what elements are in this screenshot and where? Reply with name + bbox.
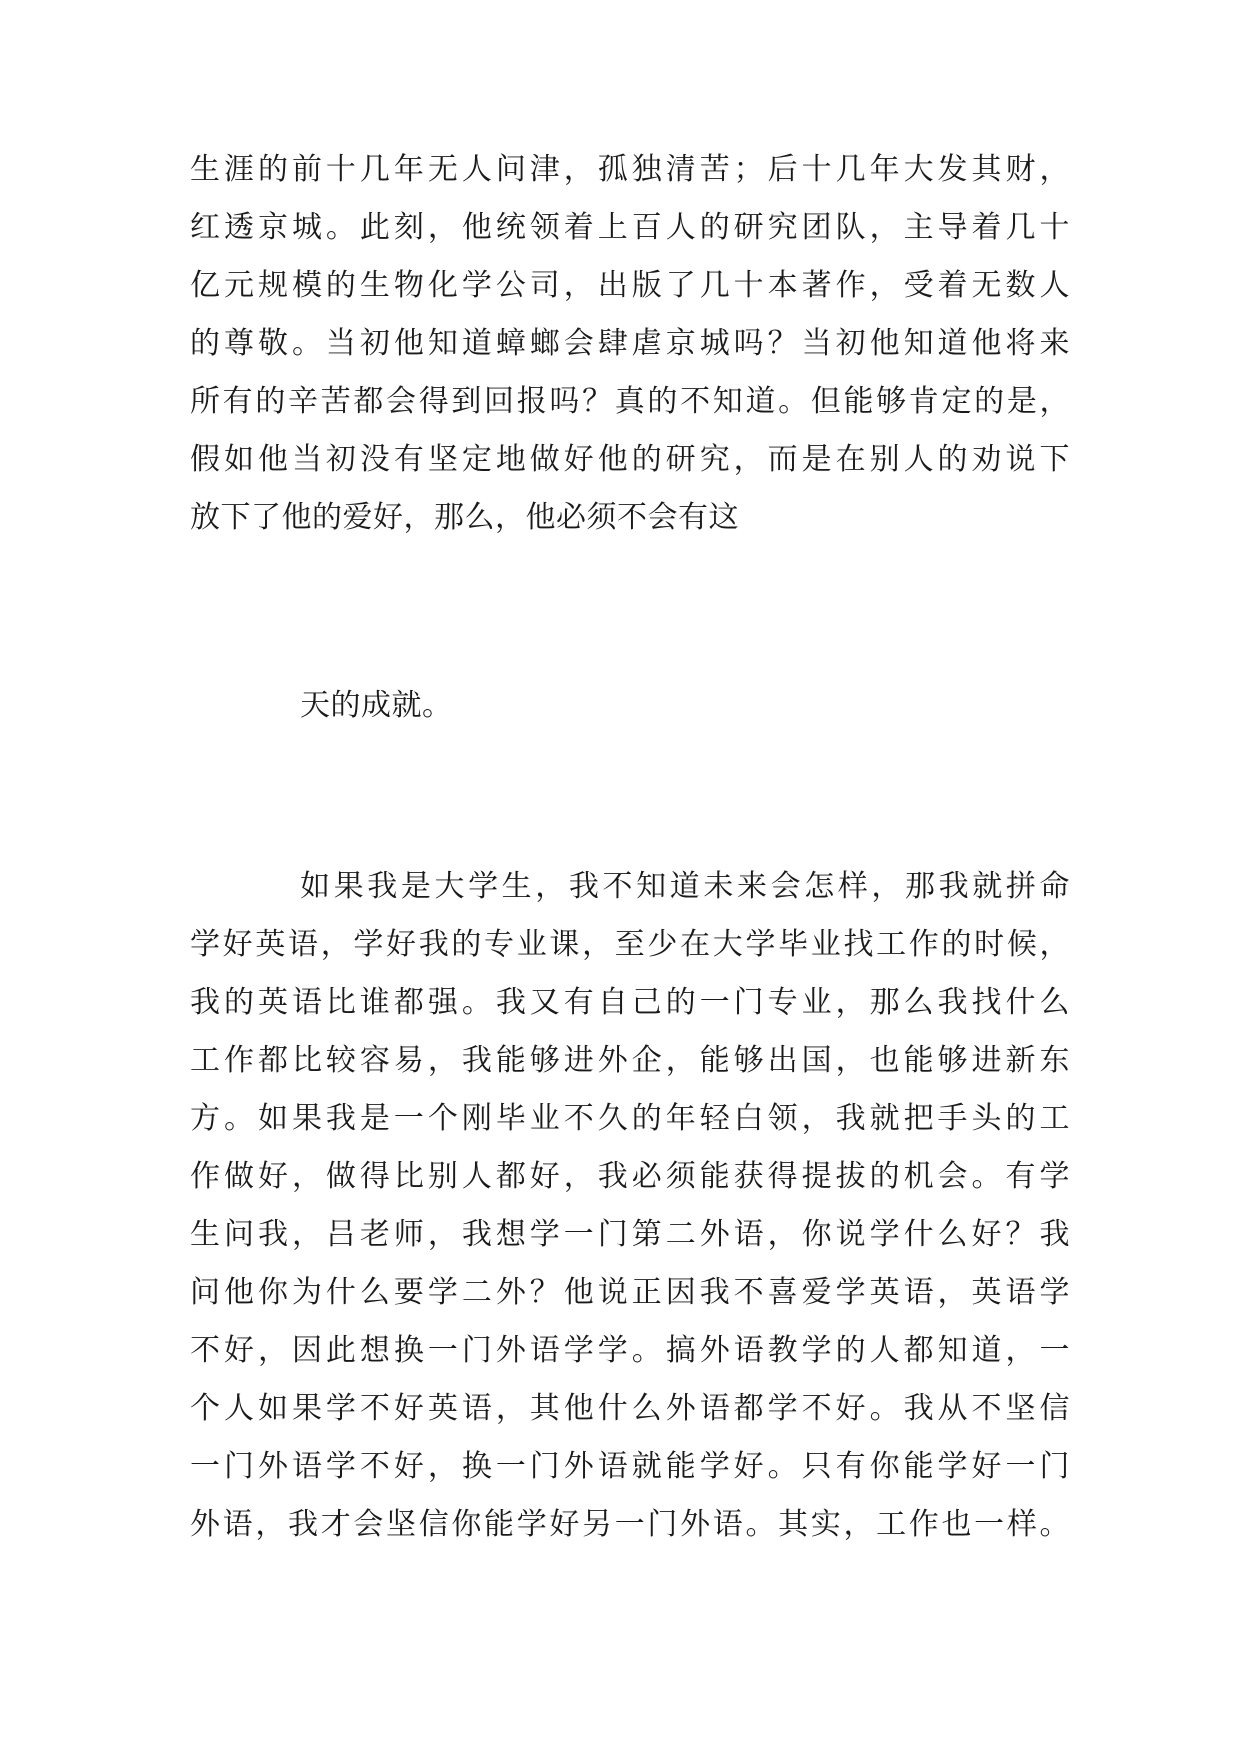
text-line: 方。如果我是一个刚毕业不久的年轻白领，我就把手头的工 [190, 1101, 1070, 1136]
text-line: 工作都比较容易，我能够进外企，能够出国，也能够进新东 [190, 1043, 1070, 1078]
text-line: 的尊敬。当初他知道蟑螂会肆虐京城吗？当初他知道他将来 [190, 326, 1070, 361]
text-line: 作做好，做得比别人都好，我必须能获得提拔的机会。有学 [190, 1159, 1070, 1194]
text-line: 所有的辛苦都会得到回报吗？真的不知道。但能够肯定的是， [190, 384, 1070, 419]
text-line: 一门外语学不好，换一门外语就能学好。只有你能学好一门 [190, 1449, 1070, 1484]
text-line: 学好英语，学好我的专业课，至少在大学毕业找工作的时候， [190, 927, 1070, 962]
text-line: 亿元规模的生物化学公司，出版了几十本著作，受着无数人 [190, 268, 1070, 303]
text-line: 不好，因此想换一门外语学学。搞外语教学的人都知道，一 [190, 1333, 1070, 1368]
text-line: 个人如果学不好英语，其他什么外语都学不好。我从不坚信 [190, 1391, 1070, 1426]
text-line: 天的成就。 [300, 688, 453, 723]
text-line: 我的英语比谁都强。我又有自己的一门专业，那么我找什么 [190, 985, 1070, 1020]
text-line: 问他你为什么要学二外？他说正因我不喜爱学英语，英语学 [190, 1275, 1070, 1310]
text-line: 放下了他的爱好，那么，他必须不会有这 [190, 500, 739, 535]
text-line: 生涯的前十几年无人问津，孤独清苦；后十几年大发其财， [190, 152, 1070, 187]
text-line: 外语，我才会坚信你能学好另一门外语。其实，工作也一样。 [190, 1507, 1070, 1542]
text-line: 假如他当初没有坚定地做好他的研究，而是在别人的劝说下 [190, 442, 1070, 477]
text-line: 如果我是大学生，我不知道未来会怎样，那我就拼命 [300, 869, 1070, 904]
text-line: 生问我，吕老师，我想学一门第二外语，你说学什么好？我 [190, 1217, 1070, 1252]
text-line: 红透京城。此刻，他统领着上百人的研究团队，主导着几十 [190, 210, 1070, 245]
